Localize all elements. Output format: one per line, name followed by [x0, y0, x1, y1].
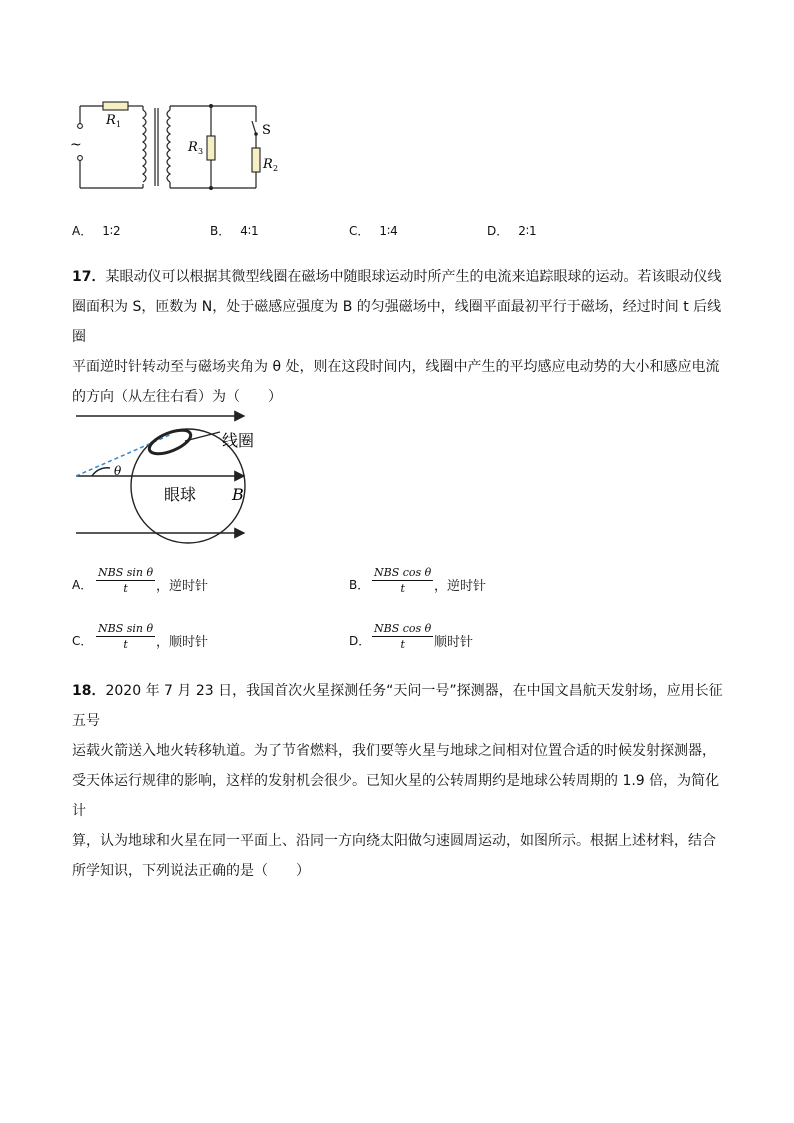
option-suffix: 顺时针 [434, 635, 474, 650]
r3-subscript: 3 [198, 147, 204, 156]
fraction-numerator: NBS cos θ [374, 566, 432, 579]
option-letter: D． [349, 634, 371, 648]
q16-option-c[interactable] [349, 222, 398, 239]
option-letter: C． [72, 634, 93, 648]
coil-label: 线圈 [222, 431, 255, 450]
fraction-numerator: NBS sin θ [98, 622, 154, 635]
option-letter: A． [72, 578, 93, 592]
option-text: 1∶2 [102, 224, 121, 238]
fraction-denominator: t [400, 638, 405, 651]
option-suffix: ，逆时针 [156, 579, 209, 594]
resistor-r1 [103, 102, 128, 110]
option-fraction [372, 622, 433, 651]
option-letter: A． [72, 224, 93, 238]
q18-line-2: 运载火箭送入地火转移轨道。为了节省燃料，我们要等火星与地球之间相对位置合适的时候发射探测器， [72, 743, 716, 759]
question-number: 17． [72, 269, 106, 285]
q18-question [72, 676, 732, 886]
option-fraction [96, 566, 155, 595]
q17-line-2: 圈面积为 S，匝数为 N，处于磁感应强度为 B 的匀强磁场中，线圈平面最初平行于磁场，经过时间 t 后线圈 [72, 299, 722, 345]
question-number: 18． [72, 683, 106, 699]
angle-theta-label: θ [114, 464, 122, 478]
option-text: 1∶4 [379, 224, 398, 238]
ac-source-symbol: ~ [70, 137, 82, 153]
transformer-circuit-figure [70, 94, 290, 196]
r2-subscript: 2 [273, 164, 279, 173]
resistor-r3 [207, 136, 215, 160]
switch-label: S [262, 123, 271, 138]
option-letter: D． [487, 224, 509, 238]
option-text: 2∶1 [518, 224, 537, 238]
option-letter: B． [349, 578, 370, 592]
q18-line-4: 算，认为地球和火星在同一平面上、沿同一方向绕太阳做匀速圆周运动，如图所示。根据上述材料，结合 [72, 833, 716, 849]
option-suffix: ，顺时针 [156, 635, 209, 650]
option-suffix: ，逆时针 [434, 579, 487, 594]
r1-subscript: 1 [116, 120, 122, 129]
option-letter: C． [349, 224, 370, 238]
eyeball-coil-figure [70, 404, 280, 544]
q16-option-a[interactable] [72, 222, 121, 239]
q16-option-b[interactable] [210, 222, 259, 239]
fraction-numerator: NBS sin θ [98, 566, 154, 579]
q18-line-3: 受天体运行规律的影响，这样的发射机会很少。已知火星的公转周期约是地球公转周期的 1.9 倍，为简化计 [72, 773, 720, 819]
option-letter: B． [210, 224, 231, 238]
q18-line-5: 所学知识，下列说法正确的是（ ） [72, 863, 310, 879]
magnetic-field-label: B [232, 485, 244, 504]
option-text: 4∶1 [240, 224, 259, 238]
q17-line-1: 17．某眼动仪可以根据其微型线圈在磁场中随眼球运动时所产生的电流来追踪眼球的运动。若该眼动仪线 [72, 269, 722, 285]
option-fraction [372, 566, 433, 595]
fraction-denominator: t [400, 582, 405, 595]
r3-label: R [188, 140, 198, 155]
fraction-numerator: NBS cos θ [374, 622, 432, 635]
q17-line-4: 的方向（从左往右看）为（ ） [72, 389, 282, 405]
q16-option-d[interactable] [487, 222, 537, 239]
fraction-denominator: t [123, 638, 128, 651]
r1-label: R [106, 113, 116, 128]
q18-line-1: 18．2020 年 7 月 23 日，我国首次火星探测任务“天问一号”探测器，在中国文昌航天发射场，应用长征五号 [72, 683, 723, 729]
option-fraction [96, 622, 155, 651]
r2-label: R [263, 157, 273, 172]
fraction-denominator: t [123, 582, 128, 595]
resistor-r2 [252, 148, 260, 172]
q17-line-3: 平面逆时针转动至与磁场夹角为 θ 处，则在这段时间内，线圈中产生的平均感应电动势的大小和感应电流 [72, 359, 720, 375]
q17-question [72, 262, 732, 412]
eyeball-label: 眼球 [164, 485, 197, 504]
